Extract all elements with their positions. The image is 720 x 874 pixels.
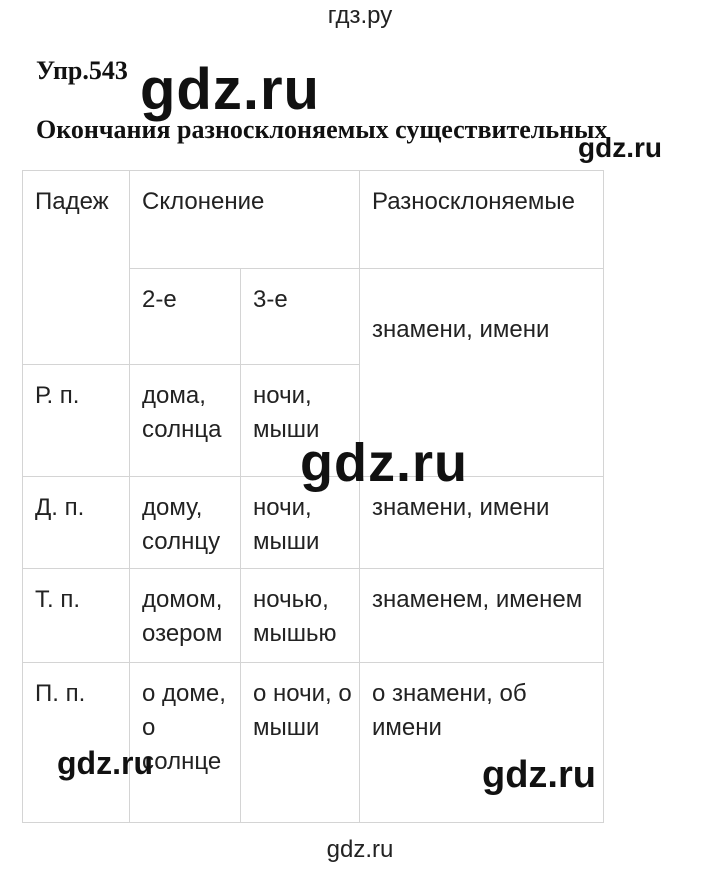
cell-second: дому, солнцу — [130, 477, 241, 569]
watermark-top: гдз.ру — [327, 2, 393, 29]
table-row — [23, 569, 604, 663]
header-declension: Склонение — [130, 171, 360, 269]
watermark-overlay: gdz.ru — [57, 745, 153, 781]
table-row — [23, 663, 604, 823]
cell-third: ночью, мышью — [241, 569, 360, 663]
cell-case: П. п. — [23, 663, 130, 823]
cell-second: домом, озером — [130, 569, 241, 663]
watermark-overlay: gdz.ru — [140, 57, 320, 122]
header-third-declension: 3-е — [241, 269, 360, 365]
header-raznosklon: Разносклоняемые — [360, 171, 604, 269]
exercise-title: Окончания разносклоняемых существительных — [36, 115, 608, 144]
endings-table — [22, 170, 604, 823]
table-header-row — [23, 171, 604, 269]
cell-third: о ночи, о мыши — [241, 663, 360, 823]
watermark-overlay: gdz.ru — [482, 754, 596, 796]
cell-third: ночи, мыши — [241, 477, 360, 569]
cell-case: Т. п. — [23, 569, 130, 663]
watermark-bottom: gdz.ru — [326, 836, 394, 863]
exercise-number: Упр.543 — [36, 56, 128, 85]
watermark-overlay: gdz.ru — [300, 433, 468, 493]
header-second-declension: 2-е — [130, 269, 241, 365]
cell-case: Р. п. — [23, 365, 130, 477]
cell-genitive-raznosklon: знамени, имени — [360, 269, 604, 477]
cell-second: о доме, о солнце — [130, 663, 241, 823]
cell-raznosklon: знамени, имени — [360, 477, 604, 569]
cell-raznosklon: знаменем, именем — [360, 569, 604, 663]
cell-second: дома, солнца — [130, 365, 241, 477]
cell-case: Д. п. — [23, 477, 130, 569]
cell-raznosklon: о знамени, об имени — [360, 663, 604, 823]
header-case: Падеж — [23, 171, 130, 365]
cell-third: ночи, мыши — [241, 365, 360, 477]
watermark-overlay: gdz.ru — [578, 132, 662, 163]
